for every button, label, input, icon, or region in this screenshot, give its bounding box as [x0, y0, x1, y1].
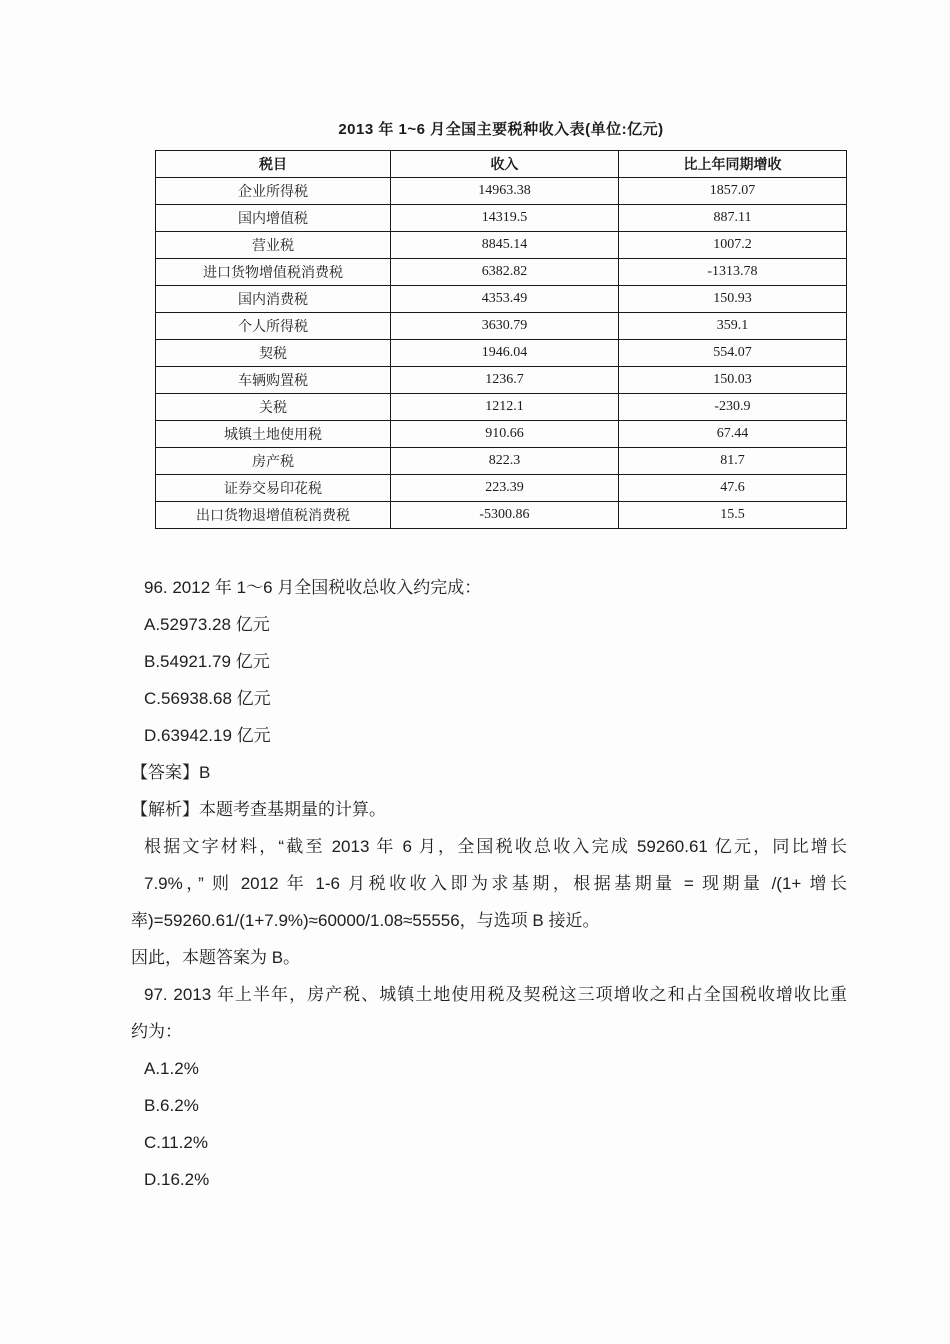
cell-revenue: 4353.49 — [390, 286, 618, 313]
col-header-tax-item: 税目 — [156, 151, 391, 178]
cell-tax-item: 营业税 — [156, 232, 391, 259]
cell-increase: 15.5 — [618, 502, 846, 529]
cell-tax-item: 国内消费税 — [156, 286, 391, 313]
table-row — [156, 367, 847, 394]
question-97-option-a: A.1.2% — [144, 1059, 199, 1078]
cell-revenue: 1946.04 — [390, 340, 618, 367]
question-97-option-c: C.11.2% — [144, 1133, 208, 1152]
cell-increase: 887.11 — [618, 205, 846, 232]
question-96-stem: 96. 2012 年 1～6 月全国税收总收入约完成： — [144, 578, 482, 597]
question-97-option-b: B.6.2% — [144, 1096, 199, 1115]
cell-revenue: 223.39 — [390, 475, 618, 502]
table-row — [156, 502, 847, 529]
table-row — [156, 286, 847, 313]
cell-tax-item: 个人所得税 — [156, 313, 391, 340]
cell-increase: 359.1 — [618, 313, 846, 340]
cell-increase: -1313.78 — [618, 259, 846, 286]
cell-revenue: -5300.86 — [390, 502, 618, 529]
cell-tax-item: 房产税 — [156, 448, 391, 475]
cell-tax-item: 出口货物退增值税消费税 — [156, 502, 391, 529]
cell-revenue: 910.66 — [390, 421, 618, 448]
table-row — [156, 313, 847, 340]
question-96-option-c: C.56938.68 亿元 — [144, 689, 271, 708]
table-row — [156, 178, 847, 205]
table-row — [156, 259, 847, 286]
cell-increase: 554.07 — [618, 340, 846, 367]
tax-revenue-table — [155, 150, 847, 529]
question-97-option-d: D.16.2% — [144, 1170, 210, 1189]
cell-tax-item: 关税 — [156, 394, 391, 421]
question-96-option-b: B.54921.79 亿元 — [144, 652, 270, 671]
cell-revenue: 8845.14 — [390, 232, 618, 259]
col-header-yoy-increase: 比上年同期增收 — [618, 151, 846, 178]
table-row — [156, 448, 847, 475]
cell-increase: 67.44 — [618, 421, 846, 448]
question-96-conclusion: 因此，本题答案为 B。 — [131, 948, 301, 967]
col-header-revenue: 收入 — [390, 151, 618, 178]
cell-increase: 150.93 — [618, 286, 846, 313]
cell-revenue: 1236.7 — [390, 367, 618, 394]
question-96-option-a: A.52973.28 亿元 — [144, 615, 270, 634]
cell-revenue: 6382.82 — [390, 259, 618, 286]
cell-revenue: 3630.79 — [390, 313, 618, 340]
question-97-stem-line-2: 约为： — [131, 1022, 182, 1041]
question-content — [131, 576, 847, 1205]
table-row — [156, 340, 847, 367]
table-row — [156, 205, 847, 232]
table-row — [156, 475, 847, 502]
cell-revenue: 14963.38 — [390, 178, 618, 205]
cell-tax-item: 企业所得税 — [156, 178, 391, 205]
question-96-explanation-line-2: 7.9%，” 则 2012 年 1-6 月税收收入即为求基期，根据基期量 = 现期量 /(1+ 增长 — [144, 874, 847, 893]
cell-tax-item: 证券交易印花税 — [156, 475, 391, 502]
cell-tax-item: 契税 — [156, 340, 391, 367]
table-header-row — [156, 151, 847, 178]
cell-tax-item: 城镇土地使用税 — [156, 421, 391, 448]
tax-table-section — [155, 120, 847, 529]
cell-increase: 1857.07 — [618, 178, 846, 205]
cell-tax-item: 国内增值税 — [156, 205, 391, 232]
table-row — [156, 232, 847, 259]
question-97-stem-line-1: 97. 2013 年上半年，房产税、城镇土地使用税及契税这三项增收之和占全国税收增收比重 — [144, 985, 847, 1004]
question-96-option-d: D.63942.19 亿元 — [144, 726, 271, 745]
cell-increase: 47.6 — [618, 475, 846, 502]
table-row — [156, 394, 847, 421]
cell-revenue: 14319.5 — [390, 205, 618, 232]
cell-increase: 81.7 — [618, 448, 846, 475]
question-96-analysis: 【解析】本题考查基期量的计算。 — [131, 800, 386, 819]
cell-increase: 1007.2 — [618, 232, 846, 259]
cell-increase: 150.03 — [618, 367, 846, 394]
cell-revenue: 1212.1 — [390, 394, 618, 421]
cell-revenue: 822.3 — [390, 448, 618, 475]
table-title: 2013 年 1~6 月全国主要税种收入表(单位:亿元) — [338, 121, 664, 138]
cell-tax-item: 进口货物增值税消费税 — [156, 259, 391, 286]
cell-tax-item: 车辆购置税 — [156, 367, 391, 394]
question-96-explanation-line-3: 率)=59260.61/(1+7.9%)≈60000/1.08≈55556，与选项 B 接近。 — [131, 911, 600, 930]
question-96-explanation-line-1: 根据文字材料，“截至 2013 年 6 月，全国税收总收入完成 59260.61 亿元，同比增长 — [144, 837, 847, 856]
table-row — [156, 421, 847, 448]
question-96-answer: 【答案】B — [131, 763, 211, 782]
cell-increase: -230.9 — [618, 394, 846, 421]
